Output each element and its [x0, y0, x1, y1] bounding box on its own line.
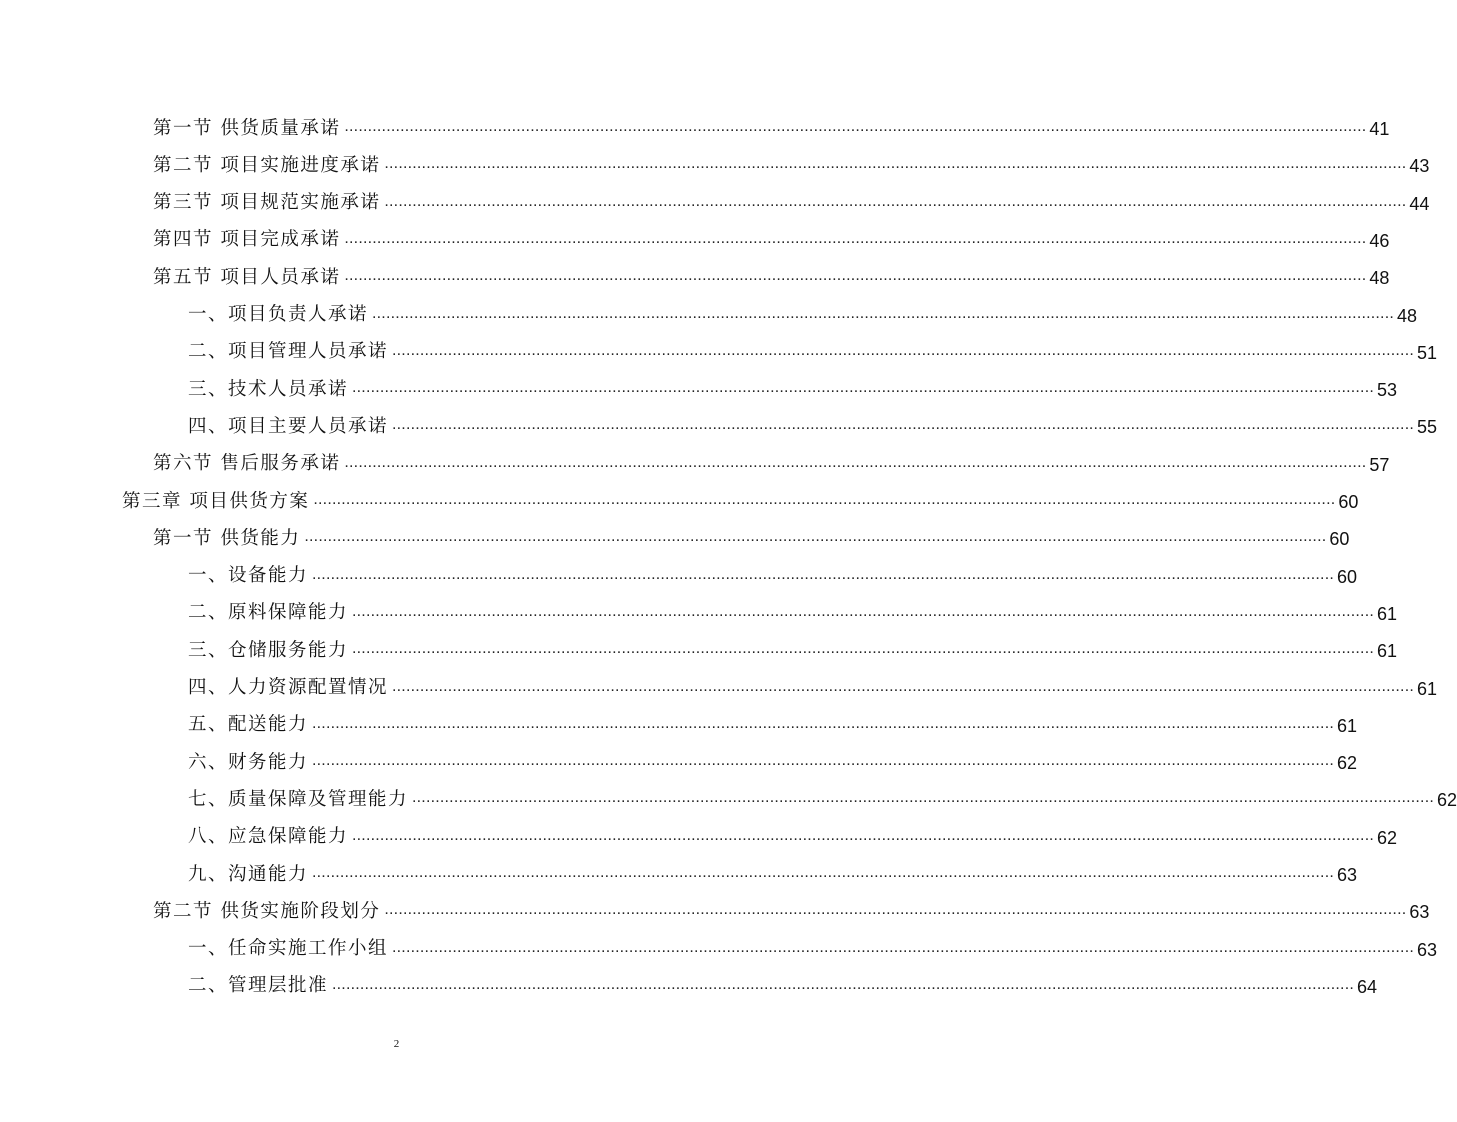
toc-entry-page: 48	[1396, 305, 1418, 326]
toc-entry[interactable]	[153, 437, 1390, 475]
toc-entry[interactable]	[188, 288, 1418, 326]
toc-entry-label: 一、设备能力	[188, 565, 309, 587]
toc-entry-label: 第六节 售后服务承诺	[153, 453, 341, 475]
toc-entry-label: 第三章 项目供货方案	[122, 490, 310, 512]
toc-entry-label: 五、配送能力	[188, 714, 309, 736]
toc-entry[interactable]	[153, 884, 1430, 923]
toc-entry-label: 八、应急保障能力	[188, 826, 349, 848]
toc-entry-page: 63	[1416, 939, 1438, 960]
toc-entry-label: 九、沟通能力	[188, 863, 309, 885]
toc-entry-label: 四、项目主要人员承诺	[188, 415, 389, 437]
dot-leader: ............................................................................................................................................................................................................................	[352, 602, 1374, 620]
dot-leader: ............................................................................................................................................................................................................................	[344, 453, 1367, 471]
dot-leader: ............................................................................................................................................................................................................................	[392, 416, 1414, 434]
dot-leader: ............................................................................................................................................................................................................................	[384, 155, 1407, 173]
toc-entry[interactable]	[188, 735, 1358, 774]
toc-entry-label: 二、原料保障能力	[188, 602, 349, 624]
toc-entry-page: 43	[1409, 156, 1430, 177]
toc-entry-page: 60	[1329, 529, 1350, 550]
toc-entry-label: 六、财务能力	[188, 751, 309, 773]
toc-entry[interactable]	[153, 511, 1350, 550]
dot-leader: ............................................................................................................................................................................................................................	[412, 789, 1434, 807]
toc-entry[interactable]	[188, 922, 1438, 960]
dot-leader: ............................................................................................................................................................................................................................	[304, 528, 1327, 546]
toc-entry[interactable]	[188, 810, 1398, 848]
toc-entry[interactable]	[188, 399, 1438, 438]
toc-entry[interactable]	[188, 698, 1358, 736]
toc-entry-page: 61	[1416, 678, 1438, 699]
toc-entry-page: 48	[1369, 268, 1390, 289]
toc-entry-label: 第二节 供货实施阶段划分	[153, 900, 381, 922]
toc-entry[interactable]	[188, 772, 1457, 811]
toc-entry-page: 62	[1336, 753, 1358, 774]
toc-entry-page: 57	[1369, 454, 1390, 475]
dot-leader: ............................................................................................................................................................................................................................	[332, 975, 1354, 993]
dot-leader: ............................................................................................................................................................................................................................	[312, 752, 1334, 770]
toc-entry[interactable]	[188, 549, 1358, 587]
dot-leader: ............................................................................................................................................................................................................................	[344, 118, 1367, 135]
toc-entry-page: 60	[1338, 492, 1359, 512]
toc-entry-page: 51	[1416, 342, 1438, 363]
toc-entry[interactable]	[153, 250, 1390, 289]
dot-leader: ............................................................................................................................................................................................................................	[384, 192, 1407, 210]
toc-entry-label: 第二节 项目实施进度承诺	[153, 154, 381, 176]
toc-entry[interactable]	[188, 959, 1378, 997]
toc-entry[interactable]	[153, 176, 1430, 214]
dot-leader: ............................................................................................................................................................................................................................	[312, 565, 1334, 583]
toc-entry-page: 55	[1416, 417, 1438, 438]
toc-entry-page: 61	[1376, 603, 1398, 624]
dot-leader: ............................................................................................................................................................................................................................	[392, 938, 1414, 956]
dot-leader: ............................................................................................................................................................................................................................	[313, 491, 1336, 508]
dot-leader: ............................................................................................................................................................................................................................	[344, 229, 1367, 247]
toc-entry[interactable]	[188, 623, 1398, 662]
toc-entry-page: 63	[1409, 902, 1430, 923]
dot-leader: ............................................................................................................................................................................................................................	[312, 864, 1334, 881]
dot-leader: ............................................................................................................................................................................................................................	[312, 714, 1334, 732]
toc-entry-label: 第一节 供货质量承诺	[153, 117, 341, 139]
toc-entry[interactable]	[188, 362, 1398, 401]
toc-entry-label: 三、仓储服务能力	[188, 639, 349, 661]
dot-leader: ............................................................................................................................................................................................................................	[352, 379, 1374, 397]
toc-entry-page: 53	[1376, 380, 1398, 401]
toc-entry-page: 63	[1336, 865, 1358, 885]
toc-entry-page: 46	[1369, 230, 1390, 251]
dot-leader: ............................................................................................................................................................................................................................	[392, 677, 1414, 695]
dot-leader: ............................................................................................................................................................................................................................	[392, 341, 1414, 359]
toc-entry-page: 44	[1409, 193, 1430, 214]
toc-entry-page: 60	[1336, 566, 1358, 587]
page-number: 2	[393, 1038, 400, 1050]
toc-entry-page: 41	[1369, 119, 1390, 139]
dot-leader: ............................................................................................................................................................................................................................	[352, 640, 1374, 658]
toc-entry-label: 一、任命实施工作小组	[188, 938, 389, 960]
toc-entry-label: 第一节 供货能力	[153, 527, 301, 549]
toc-entry-page: 62	[1376, 827, 1398, 848]
toc-entry[interactable]	[153, 101, 1390, 139]
toc-entry-page: 64	[1356, 976, 1378, 997]
dot-leader: ............................................................................................................................................................................................................................	[384, 901, 1407, 919]
toc-entry-label: 四、人力资源配置情况	[188, 677, 389, 698]
toc-entry-page: 62	[1436, 790, 1457, 811]
toc-entry[interactable]	[153, 213, 1390, 251]
toc-entry-page: 61	[1336, 715, 1358, 736]
toc-entry-label: 三、技术人员承诺	[188, 378, 349, 400]
dot-leader: ............................................................................................................................................................................................................................	[352, 826, 1374, 844]
toc-entry-label: 第五节 项目人员承诺	[153, 266, 341, 288]
toc-entry[interactable]	[122, 474, 1359, 512]
toc-entry-page: 61	[1376, 641, 1398, 662]
toc-entry[interactable]	[188, 847, 1358, 885]
toc-entry-label: 一、项目负责人承诺	[188, 304, 369, 325]
dot-leader: ............................................................................................................................................................................................................................	[372, 304, 1394, 322]
toc-entry[interactable]	[188, 586, 1398, 624]
toc-entry[interactable]	[188, 661, 1438, 699]
toc-entry[interactable]	[188, 325, 1438, 363]
toc-entry-label: 二、管理层批准	[188, 975, 329, 997]
dot-leader: ............................................................................................................................................................................................................................	[344, 267, 1367, 285]
toc-entry-label: 第三节 项目规范实施承诺	[153, 192, 381, 214]
toc-entry-label: 二、项目管理人员承诺	[188, 341, 389, 363]
toc-entry-label: 七、质量保障及管理能力	[188, 788, 409, 810]
toc-entry[interactable]	[153, 138, 1430, 177]
toc-entry-label: 第四节 项目完成承诺	[153, 229, 341, 251]
